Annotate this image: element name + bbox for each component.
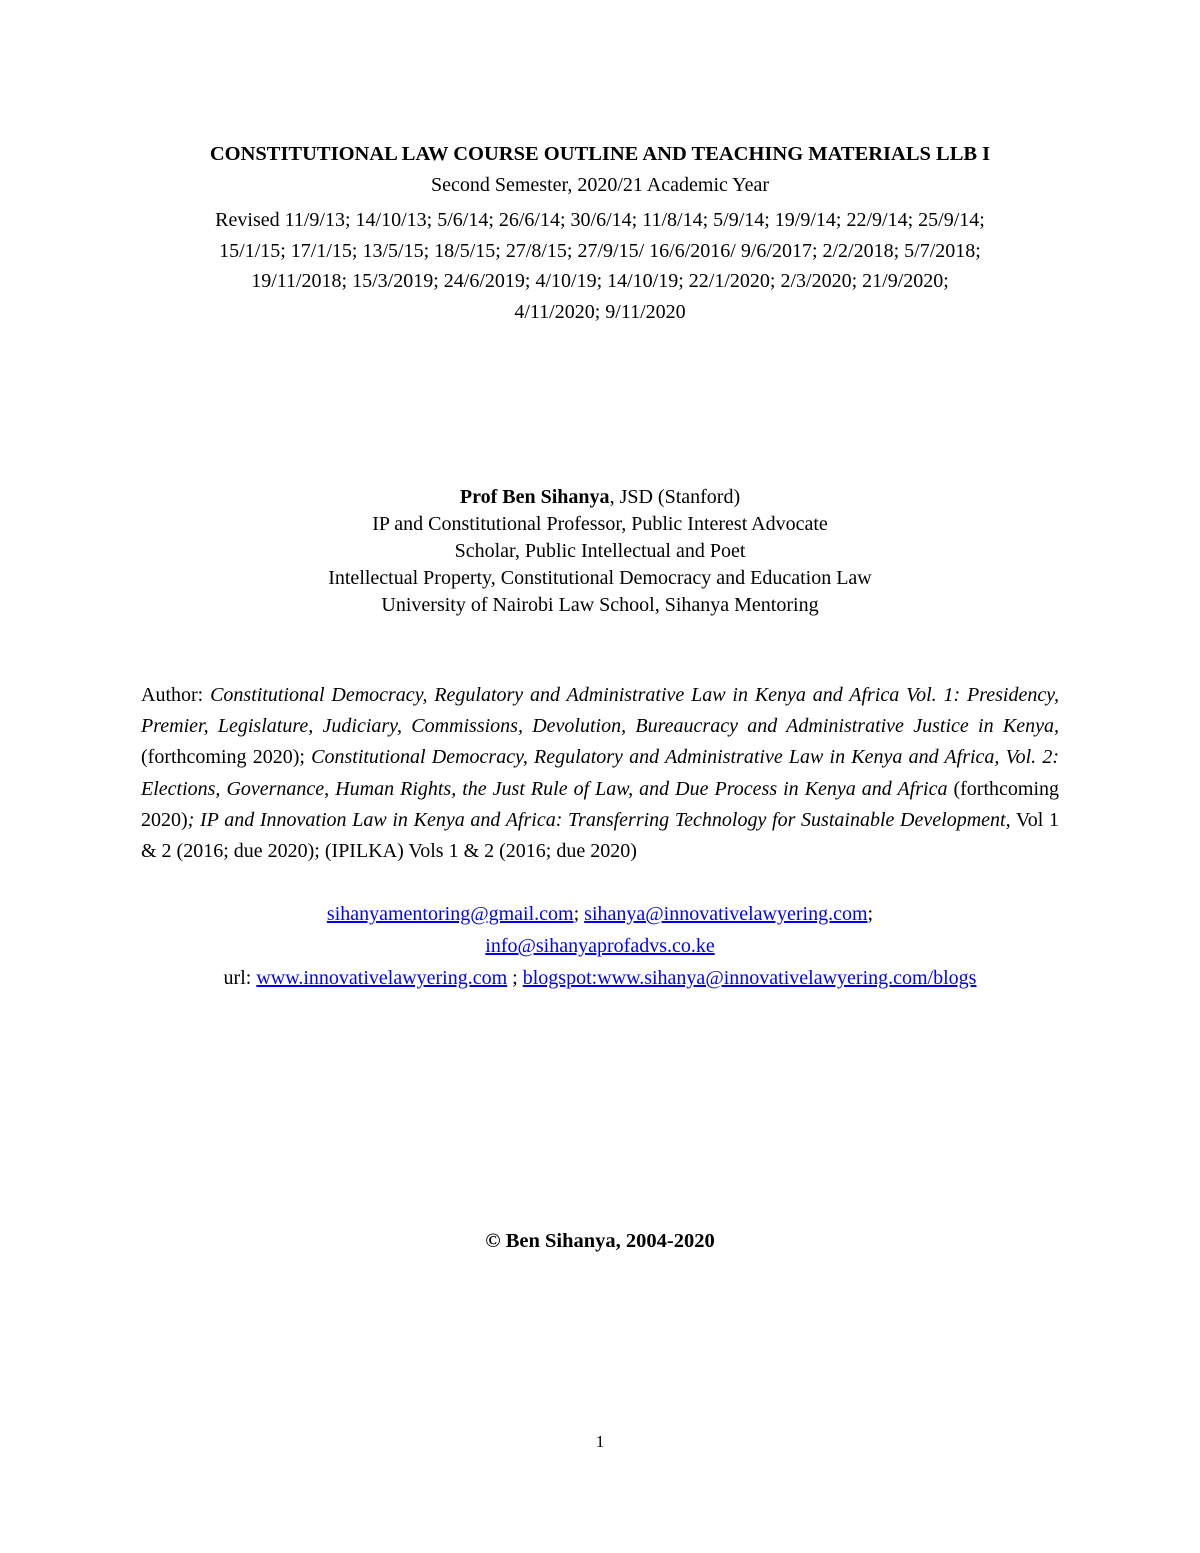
revision-line: 4/11/2020; 9/11/2020: [514, 300, 686, 323]
author-name-line: [100, 484, 1100, 511]
author-role: University of Nairobi Law School, Sihanya Mentoring: [381, 594, 819, 616]
publication-title: Constitutional Democracy, Regulatory and Administrative Law in Kenya and Africa Vol. 1: Presidency, Premier, Legislature, Judiciary, Commissions, Devolution, Bureaucracy and Administrative Justice in Kenya,: [141, 684, 1059, 738]
email-link[interactable]: sihanyamentoring@gmail.com: [326, 903, 574, 925]
publications-prefix: Author:: [141, 684, 211, 706]
revision-line: 19/11/2018; 15/3/2019; 24/6/2019; 4/10/19; 14/10/19; 22/1/2020; 2/3/2020; 21/9/2020;: [251, 270, 949, 292]
publication-note: Vol 1 & 2 (2016; due 2020); (IPILKA) Vols 1 & 2 (2016; due 2020): [141, 808, 1060, 863]
document-title: CONSTITUTIONAL LAW COURSE OUTLINE AND TEACHING MATERIALS LLB I: [209, 143, 991, 165]
author-block: [100, 484, 1100, 619]
author-name: Prof Ben Sihanya: [459, 486, 610, 508]
page-number: 1: [595, 1432, 605, 1451]
url-label: url:: [223, 967, 257, 989]
publication-title: ; IP and Innovation Law in Kenya and Africa: Transferring Technology for Sustainable Development,: [187, 808, 1011, 831]
publications-paragraph: [141, 680, 1059, 867]
email-line: [100, 898, 1100, 930]
revision-line: Revised 11/9/13; 14/10/13; 5/6/14; 26/6/14; 30/6/14; 11/8/14; 5/9/14; 19/9/14; 22/9/14; 25/9/14;: [215, 209, 985, 231]
blog-link[interactable]: blogspot:www.sihanya@innovativelawyering.com/blogs: [522, 967, 977, 989]
email-link[interactable]: sihanya@innovativelawyering.com: [584, 903, 868, 925]
revision-dates: [140, 205, 1060, 327]
copyright-notice: © Ben Sihanya, 2004-2020: [485, 1230, 715, 1252]
publication-note: (forthcoming 2020);: [141, 746, 312, 769]
separator: ;: [867, 903, 874, 925]
website-link[interactable]: www.innovativelawyering.com: [256, 967, 508, 989]
author-role: IP and Constitutional Professor, Public Interest Advocate: [372, 513, 828, 535]
document-subtitle: Second Semester, 2020/21 Academic Year: [430, 174, 770, 196]
url-line: [100, 962, 1100, 994]
publication-note: (forthcoming 2020): [141, 777, 1059, 831]
author-role: Intellectual Property, Constitutional Democracy and Education Law: [328, 567, 872, 589]
publication-title: Constitutional Democracy, Regulatory and Administrative Law in Kenya and Africa, Vol. 2: Elections, Governance, Human Rights, the Just Rule of Law, and Due Process in Kenya and Africa: [141, 746, 1060, 800]
email-link[interactable]: info@sihanyaprofadvs.co.ke: [485, 935, 715, 957]
contact-block: [100, 898, 1100, 994]
author-role: Scholar, Public Intellectual and Poet: [454, 540, 746, 562]
separator: ;: [573, 903, 585, 925]
author-degree: , JSD (Stanford): [609, 486, 741, 508]
email-line: [100, 930, 1100, 962]
revision-line: 15/1/15; 17/1/15; 13/5/15; 18/5/15; 27/8/15; 27/9/15/ 16/6/2016/ 9/6/2017; 2/2/2018; 5/7/2018;: [219, 239, 981, 262]
separator: ;: [507, 967, 523, 989]
